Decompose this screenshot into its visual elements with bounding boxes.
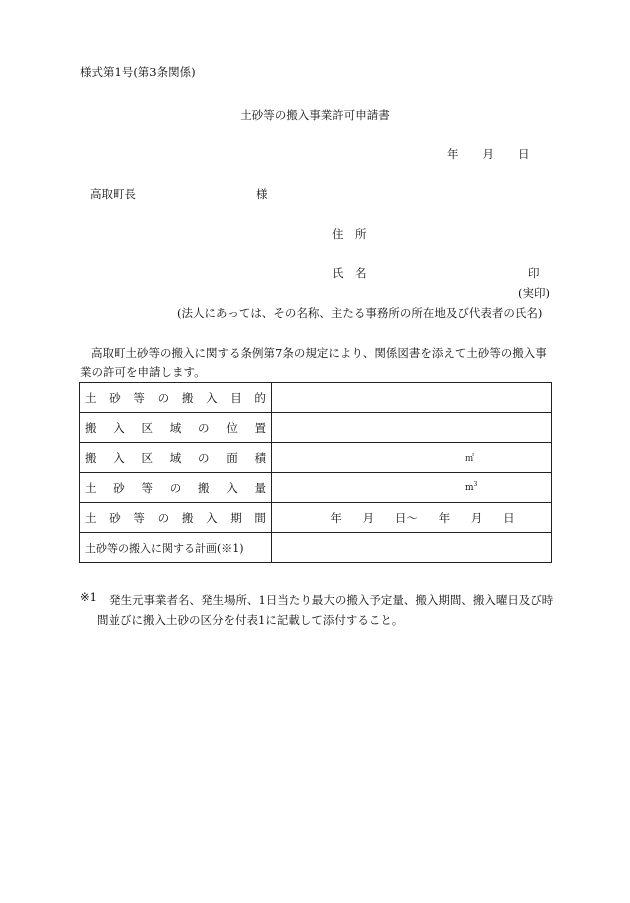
table-row <box>80 383 552 413</box>
label-char: の <box>198 450 210 465</box>
addressee-name: 高取町長 <box>90 187 136 201</box>
location-value-field[interactable] <box>272 413 552 443</box>
period-start-year: 年 <box>330 510 342 525</box>
label-char: 間 <box>254 510 266 525</box>
volume-unit-base: m <box>465 483 474 493</box>
addressee-suffix: 様 <box>256 187 268 201</box>
label-char: 位 <box>226 420 238 435</box>
label-char: 域 <box>169 450 182 465</box>
label-char: 搬 <box>181 510 194 525</box>
period-start-day: 日～ <box>394 510 418 525</box>
label-char: 入 <box>113 450 125 465</box>
label-char: 搬 <box>198 480 210 495</box>
label-char: 砂 <box>109 510 121 525</box>
label-char: 積 <box>254 450 266 465</box>
form-number: 様式第1号(第3条関係) <box>80 65 196 79</box>
label-char: 入 <box>226 480 238 495</box>
table-row <box>80 533 552 563</box>
label-char: 面 <box>226 450 238 465</box>
label-char: 区 <box>141 420 153 435</box>
document-title: 土砂等の搬入事業許可申請書 <box>240 108 390 122</box>
label-char: 土 <box>85 510 97 525</box>
date-day-label: 日 <box>518 147 530 161</box>
label-char: 等 <box>133 510 145 525</box>
purpose-value-field[interactable] <box>272 383 552 413</box>
table-row <box>80 443 552 473</box>
table-row <box>80 473 552 503</box>
label-char: 等 <box>141 480 153 495</box>
label-char: の <box>157 390 170 405</box>
period-value-field[interactable] <box>272 503 552 533</box>
table-row <box>80 503 552 533</box>
period-end-day: 日 <box>503 510 515 525</box>
period-end-year: 年 <box>438 510 451 525</box>
row-label-period <box>80 503 272 533</box>
area-value-field[interactable] <box>272 443 552 473</box>
label-char: の <box>198 420 210 435</box>
area-unit: ㎡ <box>465 454 475 464</box>
row-label-volume <box>80 473 272 503</box>
label-char: 区 <box>141 450 153 465</box>
label-char: 搬 <box>85 450 97 465</box>
label-char: 砂 <box>113 480 125 495</box>
label-char: 的 <box>254 390 266 405</box>
period-start-month: 月 <box>362 510 375 525</box>
label-char: 搬 <box>181 390 194 405</box>
label-char: 土 <box>85 390 97 405</box>
label-char: 砂 <box>109 390 121 405</box>
date-line <box>447 146 530 162</box>
row-label-area <box>80 443 272 473</box>
label-char: 期 <box>230 510 242 525</box>
footnote-mark: ※1 <box>80 590 97 604</box>
application-table <box>79 382 552 563</box>
footnote-text: 発生元事業者名、発生場所、1日当たり最大の搬入予定量、搬入期間、搬入曜日及び時間並びに搬入土砂の区分を付表1に記載して添付すること。 <box>97 593 554 627</box>
seal-label: 印 <box>528 266 540 280</box>
plan-value-field[interactable] <box>272 533 552 563</box>
label-char: 入 <box>206 390 218 405</box>
label-char: 等 <box>133 390 145 405</box>
application-body-text: 高取町土砂等の搬入に関する条例第7条の規定により、関係図書を添えて土砂等の搬入事業の許可を申請します。 <box>80 346 547 379</box>
row-label-plan <box>80 533 272 563</box>
plan-label-text: 土砂等の搬入に関する計画(※1) <box>85 541 244 555</box>
volume-unit <box>465 481 477 493</box>
label-char: 土 <box>85 480 97 495</box>
table-row <box>80 413 552 443</box>
label-char: 目 <box>230 390 242 405</box>
label-char: 搬 <box>85 420 97 435</box>
label-char: 置 <box>254 420 266 435</box>
applicant-name-label: 氏 名 <box>332 266 367 280</box>
label-char: 域 <box>169 420 182 435</box>
seal-note: (実印) <box>518 286 550 300</box>
date-month-label: 月 <box>482 147 494 161</box>
row-label-location <box>80 413 272 443</box>
label-char: 量 <box>254 480 266 495</box>
corporation-note: (法人にあっては、その名称、主たる事務所の所在地及び代表者の氏名) <box>177 306 543 320</box>
date-year-label: 年 <box>447 147 459 161</box>
period-end-month: 月 <box>470 510 483 525</box>
label-char: 入 <box>206 510 218 525</box>
row-label-purpose <box>80 383 272 413</box>
label-char: 入 <box>113 420 125 435</box>
label-char: の <box>157 510 170 525</box>
label-char: の <box>169 480 182 495</box>
volume-unit-exponent: 3 <box>473 481 478 488</box>
volume-value-field[interactable] <box>272 473 552 503</box>
applicant-address-label: 住 所 <box>332 227 367 241</box>
